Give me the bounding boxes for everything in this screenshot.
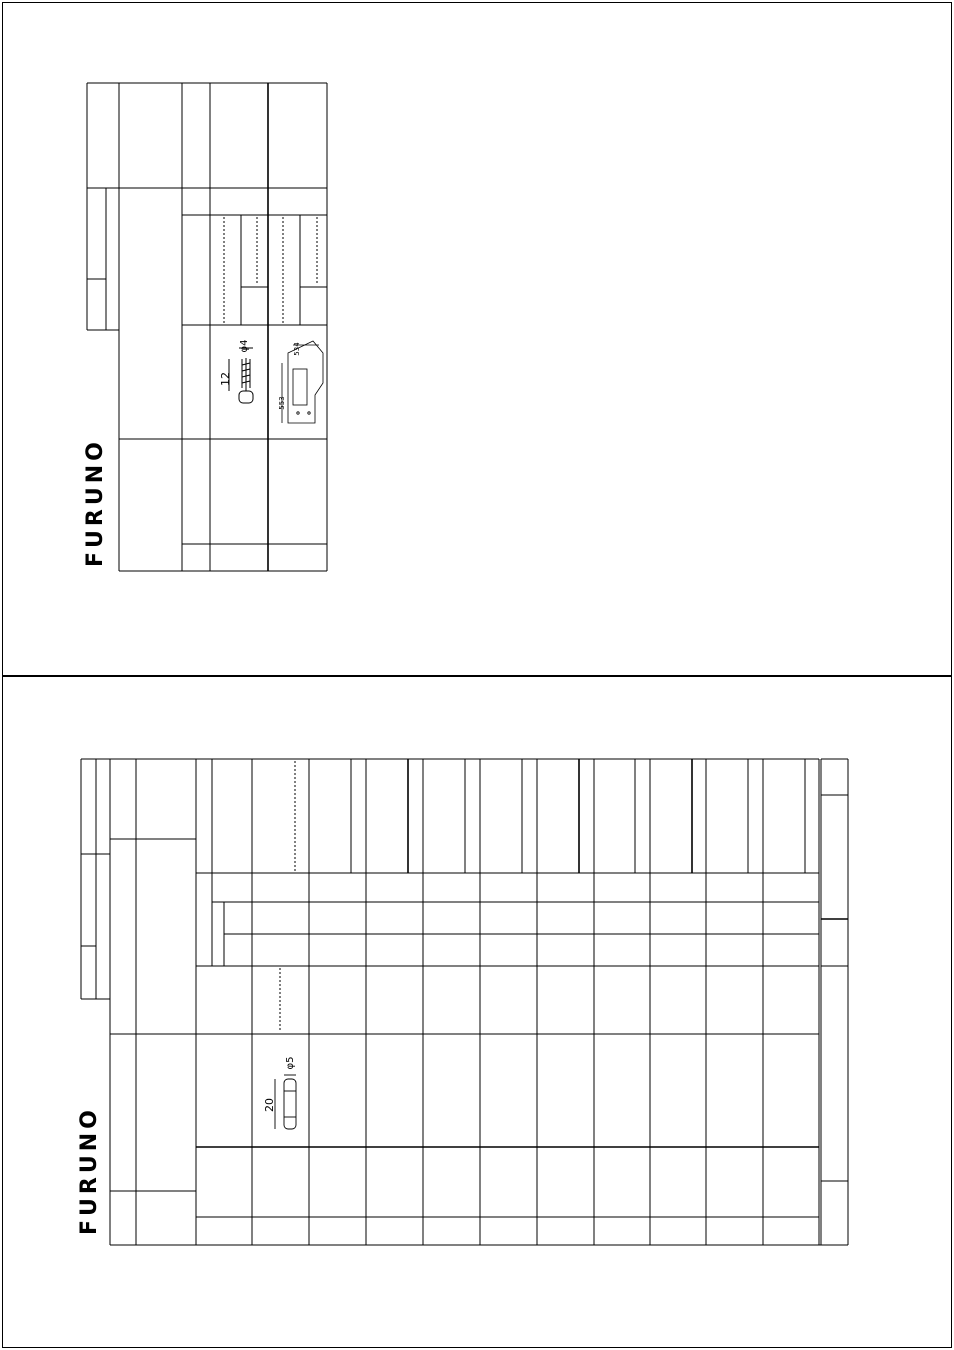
plate-dim-b: 534	[293, 342, 301, 356]
fuse-diameter-label: φ5	[285, 1056, 296, 1070]
screw-diameter-label: φ4	[239, 339, 250, 353]
furuno-logo: FURUNO	[77, 1106, 102, 1235]
screw-drawing	[229, 348, 253, 403]
plate-dim-a: 553	[278, 396, 286, 410]
top-sheet	[2, 2, 952, 676]
fuse-length-label: 20	[263, 1098, 276, 1112]
plate-drawing	[282, 341, 323, 423]
bottom-sheet	[2, 676, 952, 1348]
screw-length-label: 12	[219, 372, 232, 386]
fuse-drawing	[275, 1075, 296, 1129]
bottom-parts-table	[3, 677, 953, 1349]
top-parts-table	[3, 3, 953, 677]
furuno-logo: FURUNO	[83, 438, 108, 567]
